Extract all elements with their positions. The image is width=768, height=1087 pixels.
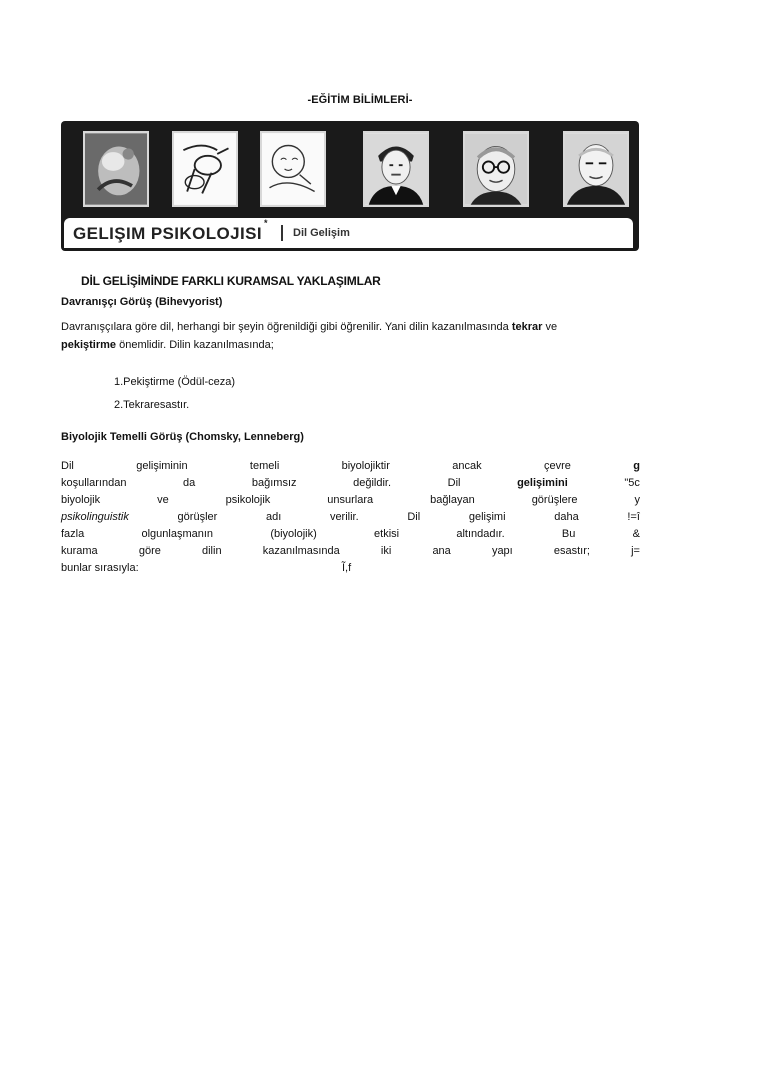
word: ve xyxy=(157,494,169,506)
word: göre xyxy=(138,545,161,557)
word: ana xyxy=(432,545,451,557)
word: Dil xyxy=(61,460,74,472)
word: koşullarından xyxy=(61,477,127,489)
word: iki xyxy=(380,545,392,557)
header-title: -EĞİTİM BİLİMLERİ- xyxy=(307,94,413,106)
behaviorist-heading: Davranışçı Görüş (Bihevyorist) xyxy=(61,296,223,308)
word: olgunlaşmanın xyxy=(141,528,214,540)
word: j= xyxy=(631,545,640,557)
word: unsurlara xyxy=(327,494,374,506)
word: daha xyxy=(554,511,579,523)
word: kazanılmasında xyxy=(262,545,340,557)
text-fragment xyxy=(342,562,351,574)
page-header xyxy=(0,94,768,106)
banner-divider xyxy=(281,225,283,241)
keyword-tekrar: tekrar xyxy=(511,321,543,333)
word: bağlayan xyxy=(430,494,475,506)
word: "5c xyxy=(624,477,640,489)
word: gelişimi xyxy=(468,511,506,523)
list-item: 2.Tekraresastır. xyxy=(114,399,190,411)
word: g xyxy=(633,460,640,472)
word: biyolojiktir xyxy=(341,460,390,472)
word: gelişiminin xyxy=(136,460,188,472)
list-item: 1.Pekiştirme (Ödül-ceza) xyxy=(114,376,236,388)
text-line xyxy=(61,562,139,574)
banner-title: GELIŞIM PSIKOLOJISI xyxy=(73,224,262,243)
word: değildir. xyxy=(353,477,392,489)
keyword-psikolinguistik: psikolinguistik xyxy=(61,511,129,523)
word: görüşler xyxy=(177,511,218,523)
behaviorist-text-1 xyxy=(61,318,557,336)
word: psikolojik xyxy=(225,494,271,506)
word: yapı xyxy=(491,545,513,557)
word: etkisi xyxy=(374,528,400,540)
text-line xyxy=(61,477,640,493)
word: adı xyxy=(265,511,282,523)
word: çevre xyxy=(544,460,571,472)
baby-drawing-icon xyxy=(260,131,326,207)
embryo-photo-icon xyxy=(83,131,149,207)
old-man-glasses-portrait-icon xyxy=(463,131,529,207)
word: bağımsız xyxy=(251,477,297,489)
banner-title-bar xyxy=(64,218,633,248)
word: Ĩ,f xyxy=(342,562,352,574)
banner-subtitle: Dil Gelişim xyxy=(293,227,350,239)
word: dilin xyxy=(202,545,222,557)
keyword-gelisimini: gelişimini xyxy=(517,477,568,489)
word: fazla xyxy=(61,528,85,540)
word: bunlar sırasıyla: xyxy=(61,562,139,574)
word: esastır; xyxy=(553,545,590,557)
banner xyxy=(61,121,639,251)
text-line xyxy=(61,460,640,476)
behaviorist-text-1c: ve xyxy=(542,321,558,333)
word: temeli xyxy=(249,460,280,472)
word: y xyxy=(634,494,640,506)
text-line xyxy=(61,494,640,510)
word: !=î xyxy=(627,511,640,523)
behaviorist-text-1a: Davranışçılara göre dil, herhangi bir şeyin öğrenildiği gibi öğrenilir. Yani dilin kazanılmasında xyxy=(61,321,512,333)
stork-drawing-icon xyxy=(172,131,238,207)
text-line xyxy=(61,528,640,544)
word: altındadır. xyxy=(456,528,505,540)
text-line xyxy=(61,545,640,561)
man-portrait-icon xyxy=(363,131,429,207)
behaviorist-paragraph xyxy=(61,318,639,354)
word: Dil xyxy=(407,511,421,523)
word: Bu xyxy=(561,528,576,540)
keyword-pekistirme: pekiştirme xyxy=(61,339,117,351)
banner-star: * xyxy=(264,218,268,228)
section-title: DİL GELİŞİMİNDE FARKLI KURAMSAL YAKLAŞIMLAR xyxy=(81,274,381,288)
word: görüşlere xyxy=(531,494,578,506)
word: biyolojik xyxy=(61,494,101,506)
word: & xyxy=(632,528,640,540)
word: ancak xyxy=(452,460,482,472)
word: kurama xyxy=(61,545,98,557)
elder-portrait-icon xyxy=(563,131,629,207)
word: verilir. xyxy=(329,511,359,523)
biological-heading: Biyolojik Temelli Görüş (Chomsky, Lenneberg) xyxy=(61,431,304,443)
word: da xyxy=(183,477,196,489)
behaviorist-text-2: önemlidir. Dilin kazanılmasında; xyxy=(116,339,274,351)
word: Dil xyxy=(447,477,461,489)
text-line xyxy=(61,511,640,527)
word: (biyolojik) xyxy=(270,528,317,540)
